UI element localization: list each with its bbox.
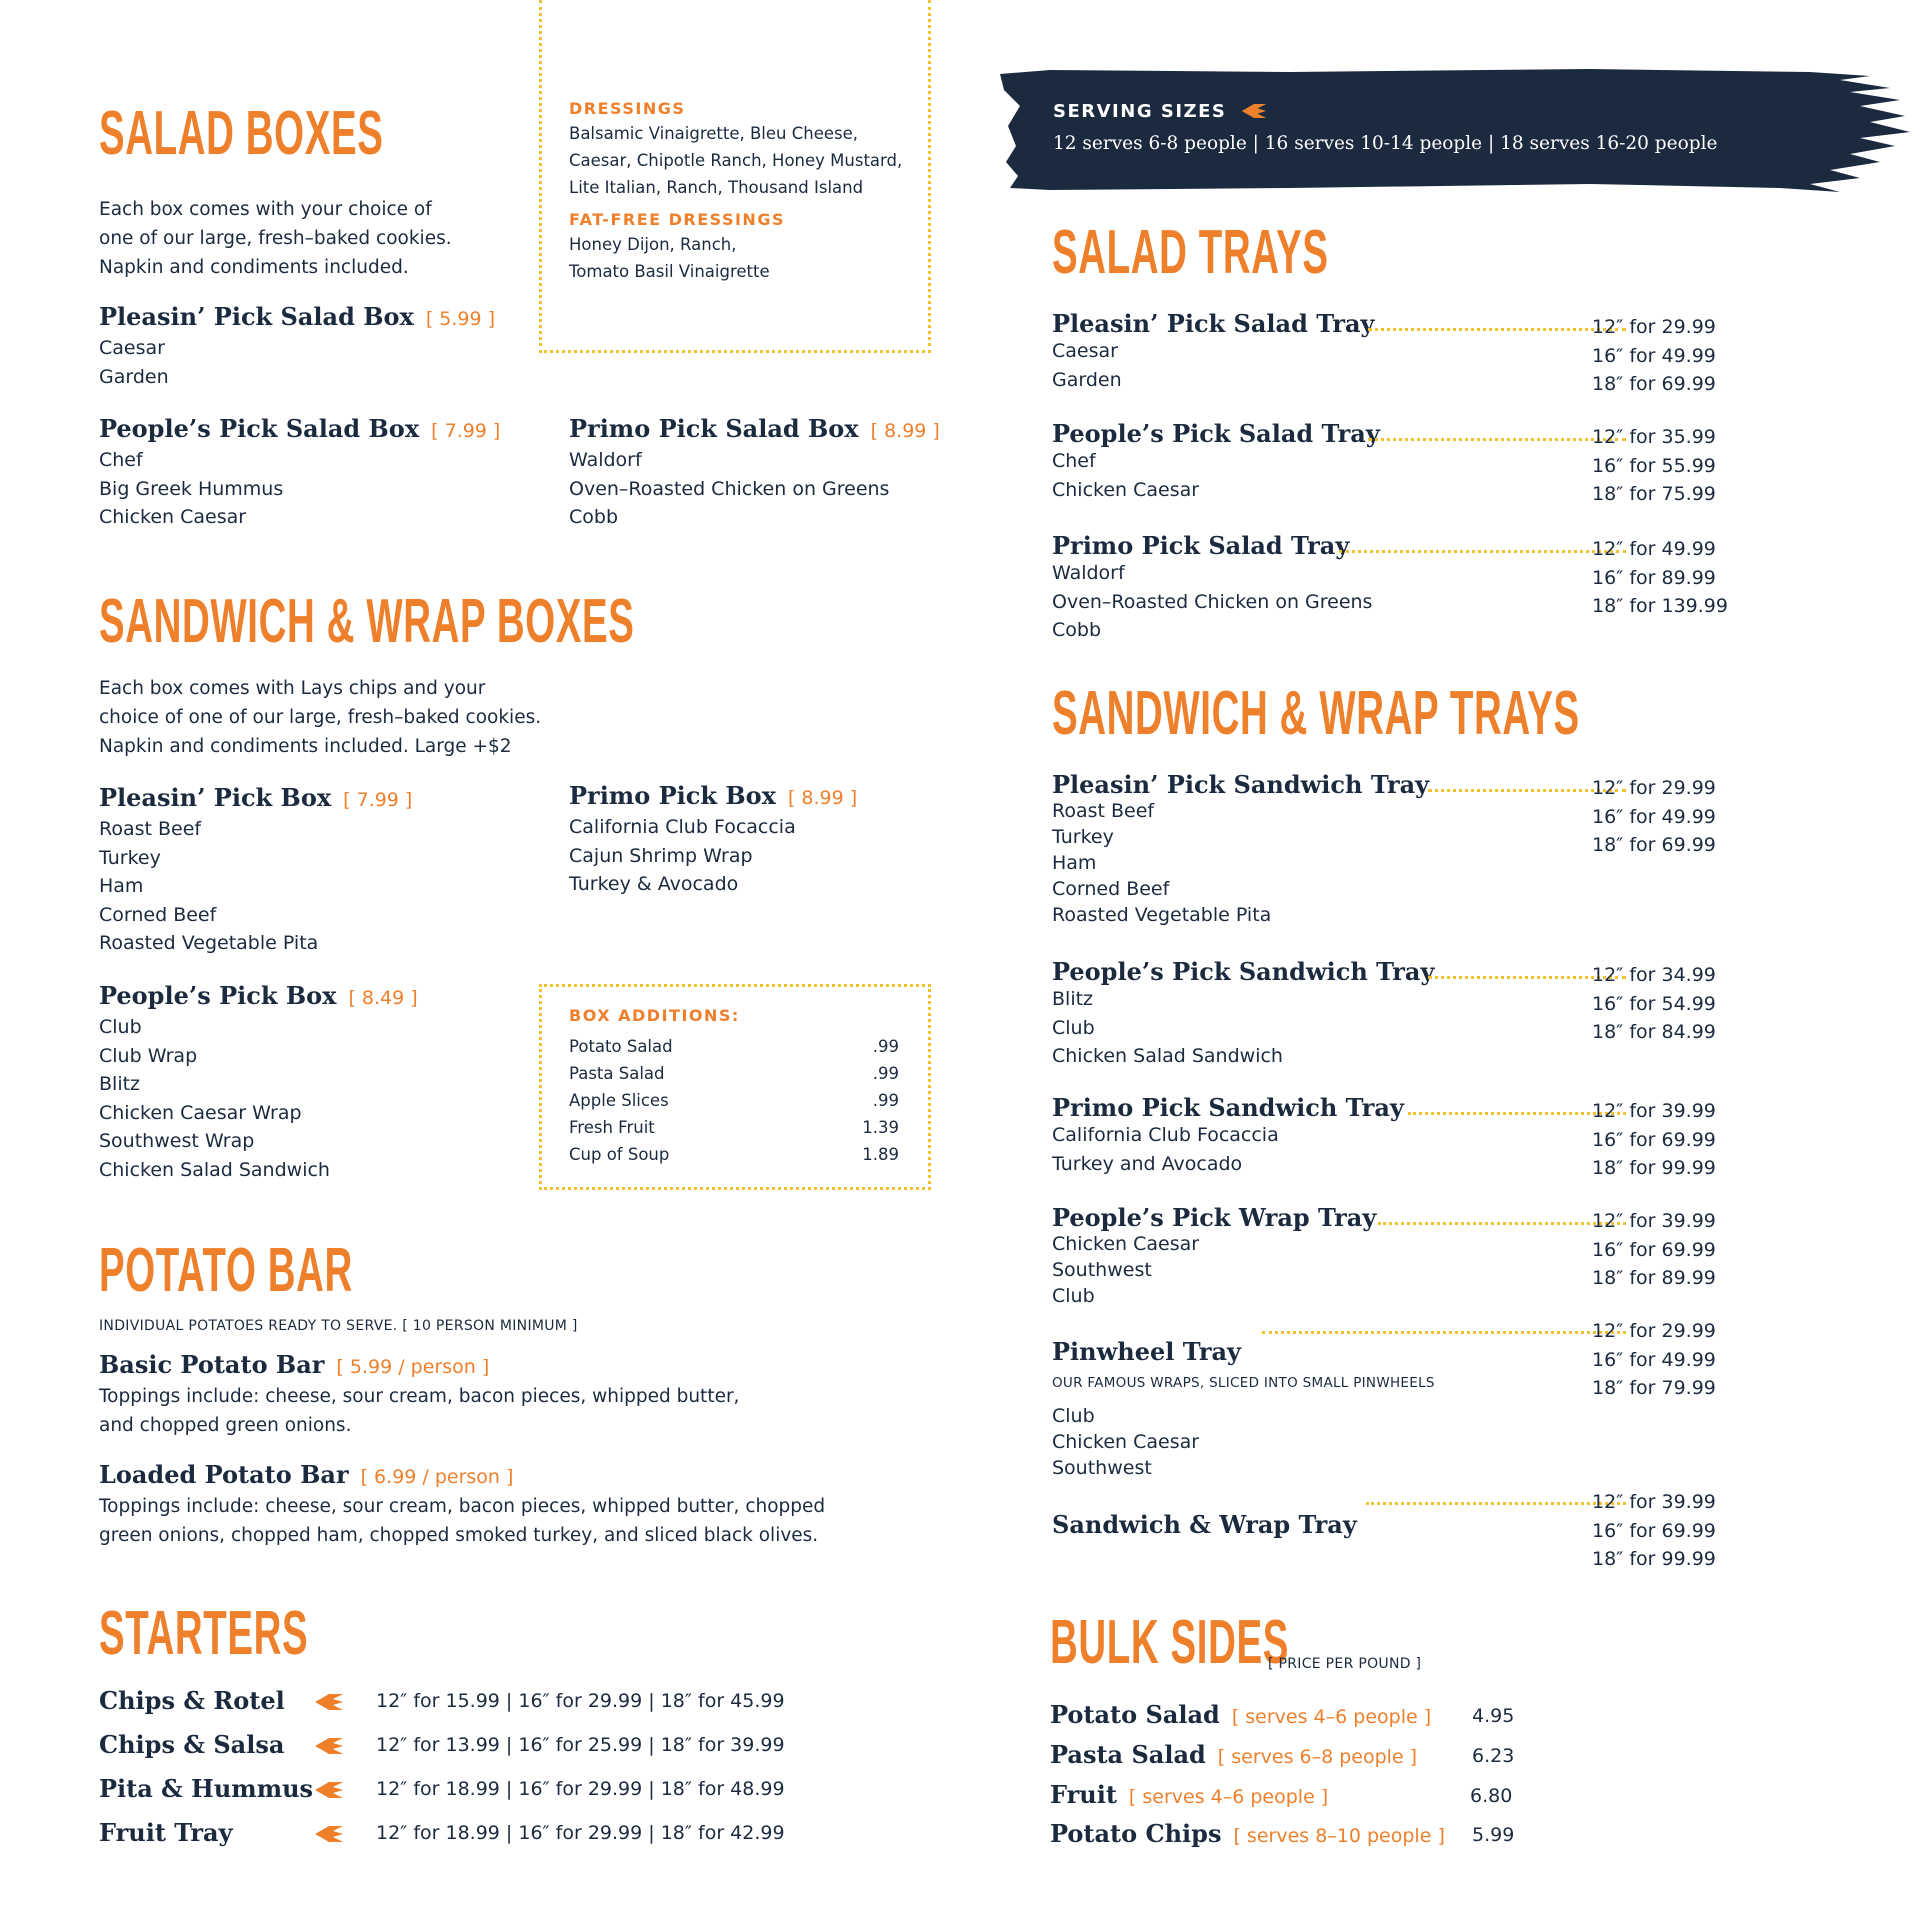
size-price: 18″ for 89.99 xyxy=(1592,1267,1716,1289)
side-serves: [ serves 6–8 people ] xyxy=(1217,1746,1418,1768)
side-price: 6.23 xyxy=(1472,1745,1515,1767)
side-price: 6.80 xyxy=(1470,1785,1513,1807)
size-price: 18″ for 99.99 xyxy=(1592,1157,1716,1179)
list-item: Cobb xyxy=(569,506,619,528)
box-additions-section xyxy=(569,1003,899,1168)
tray-name: Pleasin’ Pick Salad Tray xyxy=(1052,309,1375,338)
list-item: Oven–Roasted Chicken on Greens xyxy=(1052,590,1373,613)
list-item: Balsamic Vinaigrette, Bleu Cheese, xyxy=(569,124,859,143)
list-item: Turkey and Avocado xyxy=(1052,1152,1243,1175)
item-name: Pleasin’ Pick Salad Box xyxy=(99,302,414,331)
item-name: Primo Pick Salad Box xyxy=(569,414,859,443)
item-price: [ 6.99 / person ] xyxy=(360,1466,514,1488)
item-price: [ 8.99 ] xyxy=(870,420,940,442)
item-name: People’s Pick Box xyxy=(99,981,337,1010)
starter-prices: 12″ for 18.99 | 16″ for 29.99 | 18″ for 42.99 xyxy=(376,1822,785,1844)
side-serves: [ serves 4–6 people ] xyxy=(1231,1706,1432,1728)
list-item: Chicken Caesar xyxy=(1052,478,1200,501)
size-price: 16″ for 69.99 xyxy=(1592,1519,1716,1542)
list-item: Chef xyxy=(99,449,143,471)
pleasin-pick-salad-box xyxy=(99,302,495,391)
list-item: Roasted Vegetable Pita xyxy=(99,932,319,954)
size-price: 16″ for 49.99 xyxy=(1592,805,1716,828)
item-price: [ 5.99 / person ] xyxy=(336,1356,490,1378)
side-serves: [ serves 4–6 people ] xyxy=(1128,1786,1329,1808)
list-item: Southwest xyxy=(1052,1457,1152,1479)
potato-bar-heading: POTATO BAR xyxy=(99,1236,353,1305)
size-price: 16″ for 69.99 xyxy=(1592,1238,1716,1261)
starter-row xyxy=(99,1730,899,1760)
size-price: 16″ for 89.99 xyxy=(1592,566,1716,589)
starter-row xyxy=(99,1686,899,1716)
side-name: Potato Salad xyxy=(1050,1700,1220,1729)
list-item: Garden xyxy=(99,365,169,388)
tray-name: Pinwheel Tray xyxy=(1052,1337,1241,1366)
list-item: Chicken Caesar xyxy=(1052,1431,1200,1453)
serving-sizes-text: 12 serves 6-8 people | 16 serves 10-14 people | 18 serves 16-20 people xyxy=(1053,133,1718,154)
size-price: 16″ for 69.99 xyxy=(1592,1128,1716,1151)
starter-prices: 12″ for 18.99 | 16″ for 29.99 | 18″ for 48.99 xyxy=(376,1778,785,1800)
size-price: 12″ for 29.99 xyxy=(1592,777,1716,799)
leader-dots xyxy=(1366,1502,1626,1505)
tray-name: Sandwich & Wrap Tray xyxy=(1052,1510,1357,1539)
list-item: Caesar xyxy=(1052,340,1118,362)
list-item: Turkey xyxy=(99,846,161,869)
starter-name: Fruit Tray xyxy=(99,1818,233,1847)
table-row: Cup of Soup 1.89 xyxy=(569,1145,899,1164)
bulk-sides-heading: BULK SIDES xyxy=(1050,1608,1290,1677)
list-item: Caesar, Chipotle Ranch, Honey Mustard, xyxy=(569,151,903,170)
list-item: Ham xyxy=(1052,852,1097,874)
salad-boxes-heading: SALAD BOXES xyxy=(99,99,384,168)
list-item: Club xyxy=(1052,1285,1095,1307)
primo-pick-salad-box xyxy=(569,414,940,532)
starter-prices: 12″ for 13.99 | 16″ for 25.99 | 18″ for 39.99 xyxy=(376,1734,785,1756)
fat-free-dressings-heading: FAT-FREE DRESSINGS xyxy=(569,210,785,229)
salad-boxes-intro: Each box comes with your choice of one of our large, fresh–baked cookies. Napkin and condiments included. xyxy=(99,199,452,278)
item-name: People’s Pick Salad Box xyxy=(99,414,420,443)
starter-name: Chips & Rotel xyxy=(99,1686,285,1715)
list-item: Club Wrap xyxy=(99,1044,198,1067)
tray-name: Primo Pick Salad Tray xyxy=(1052,531,1350,560)
size-price: 12″ for 39.99 xyxy=(1592,1100,1716,1122)
list-item: Garden xyxy=(1052,368,1122,391)
size-price: 16″ for 49.99 xyxy=(1592,344,1716,367)
size-price: 18″ for 139.99 xyxy=(1592,595,1728,617)
box-additions-heading: BOX ADDITIONS: xyxy=(569,1006,740,1025)
dressings-heading: DRESSINGS xyxy=(569,99,686,118)
bulk-sides-note: [ PRICE PER POUND ] xyxy=(1268,1656,1422,1672)
primo-pick-box xyxy=(569,781,857,899)
list-item: Chicken Salad Sandwich xyxy=(1052,1045,1283,1067)
list-item: Honey Dijon, Ranch, xyxy=(569,235,737,254)
list-item: Chicken Caesar xyxy=(1052,1233,1200,1255)
list-item: Chicken Caesar Wrap xyxy=(99,1101,302,1124)
size-price: 12″ for 39.99 xyxy=(1592,1210,1716,1232)
list-item: Chef xyxy=(1052,450,1096,472)
size-price: 18″ for 99.99 xyxy=(1592,1548,1716,1570)
item-name: Pleasin’ Pick Box xyxy=(99,783,332,812)
table-row: Potato Salad .99 xyxy=(569,1037,899,1056)
basic-potato-bar: Basic Potato Bar [ 5.99 / person ] Toppings include: cheese, sour cream, bacon pieces, whipped butter, and chopped green onions. xyxy=(99,1350,740,1436)
dressings-section xyxy=(569,98,902,285)
list-item: Club xyxy=(1052,1016,1095,1039)
item-price: [ 7.99 ] xyxy=(343,789,413,811)
item-name: Basic Potato Bar xyxy=(99,1350,325,1379)
size-price: 12″ for 35.99 xyxy=(1592,426,1716,448)
list-item: Roast Beef xyxy=(1052,800,1155,822)
item-price: [ 7.99 ] xyxy=(431,420,501,442)
list-item: Cajun Shrimp Wrap xyxy=(569,844,753,867)
list-item: Waldorf xyxy=(1052,562,1125,584)
size-price: 18″ for 69.99 xyxy=(1592,373,1716,395)
size-price: 16″ for 54.99 xyxy=(1592,992,1716,1015)
list-item: Corned Beef xyxy=(1052,878,1170,900)
size-price: 12″ for 49.99 xyxy=(1592,538,1716,560)
table-row: Pasta Salad .99 xyxy=(569,1064,899,1083)
list-item: Club xyxy=(1052,1405,1095,1427)
starter-row xyxy=(99,1774,899,1804)
list-item: Ham xyxy=(99,875,144,897)
size-price: 12″ for 29.99 xyxy=(1592,1320,1716,1342)
side-name: Fruit xyxy=(1050,1780,1117,1809)
size-price: 18″ for 84.99 xyxy=(1592,1021,1716,1043)
pleasin-pick-box xyxy=(99,783,412,958)
item-price: [ 5.99 ] xyxy=(425,308,496,330)
item-price: [ 8.99 ] xyxy=(787,787,858,809)
potato-bar-note: INDIVIDUAL POTATOES READY TO SERVE. [ 10 PERSON MINIMUM ] xyxy=(99,1318,578,1334)
leader-dots xyxy=(1368,438,1626,441)
size-price: 18″ for 75.99 xyxy=(1592,483,1716,505)
table-row: Apple Slices .99 xyxy=(569,1091,899,1110)
list-item: Roast Beef xyxy=(99,818,202,840)
salad-trays-heading: SALAD TRAYS xyxy=(1052,218,1329,287)
tray-name: People’s Pick Salad Tray xyxy=(1052,419,1380,448)
sandwich-trays-heading: SANDWICH & WRAP TRAYS xyxy=(1052,679,1580,748)
arrow-icon xyxy=(315,1694,343,1710)
starter-name: Chips & Salsa xyxy=(99,1730,285,1759)
list-item: Southwest Wrap xyxy=(99,1130,255,1152)
list-item: Waldorf xyxy=(569,449,642,471)
list-item: Lite Italian, Ranch, Thousand Island xyxy=(569,178,864,197)
list-item: California Club Focaccia xyxy=(1052,1124,1279,1146)
starters-heading: STARTERS xyxy=(99,1599,309,1668)
item-name: Loaded Potato Bar xyxy=(99,1460,349,1489)
leader-dots xyxy=(1368,328,1626,331)
size-price: 12″ for 29.99 xyxy=(1592,316,1716,338)
serving-sizes-label: SERVING SIZES xyxy=(1053,100,1268,124)
side-price: 4.95 xyxy=(1472,1705,1515,1727)
bulk-side-row xyxy=(1050,1819,1520,1851)
tray-name: Primo Pick Sandwich Tray xyxy=(1052,1093,1404,1122)
size-price: 16″ for 49.99 xyxy=(1592,1348,1716,1371)
pinwheel-note: OUR FAMOUS WRAPS, SLICED INTO SMALL PINWHEELS xyxy=(1052,1375,1435,1391)
side-price: 5.99 xyxy=(1472,1824,1515,1846)
leader-dots xyxy=(1339,550,1626,553)
arrow-icon xyxy=(315,1782,343,1798)
peoples-pick-box xyxy=(99,981,418,1184)
sandwich-boxes-intro: Each box comes with Lays chips and your choice of one of our large, fresh–baked cookies. Napkin and condiments included. Large +$2 xyxy=(99,678,542,757)
list-item: Blitz xyxy=(99,1073,141,1095)
size-price: 12″ for 34.99 xyxy=(1592,964,1716,986)
tray-name: People’s Pick Wrap Tray xyxy=(1052,1203,1377,1232)
item-name: Primo Pick Box xyxy=(569,781,776,810)
side-name: Potato Chips xyxy=(1050,1819,1222,1848)
leader-dots xyxy=(1378,1222,1626,1225)
bulk-side-row xyxy=(1050,1740,1520,1772)
list-item: Club xyxy=(99,1016,142,1038)
leader-dots xyxy=(1262,1331,1626,1334)
bulk-side-row xyxy=(1050,1780,1520,1812)
list-item: California Club Focaccia xyxy=(569,816,796,838)
list-item: Caesar xyxy=(99,337,165,359)
table-row: Fresh Fruit 1.39 xyxy=(569,1118,899,1137)
list-item: Chicken Caesar xyxy=(99,506,247,528)
size-price: 18″ for 79.99 xyxy=(1592,1377,1716,1399)
list-item: Turkey xyxy=(1052,826,1114,848)
list-item: Tomato Basil Vinaigrette xyxy=(569,262,770,281)
list-item: Oven–Roasted Chicken on Greens xyxy=(569,477,890,500)
starter-row xyxy=(99,1818,899,1848)
item-price: [ 8.49 ] xyxy=(348,987,418,1009)
list-item: Chicken Salad Sandwich xyxy=(99,1158,330,1181)
sandwich-boxes-heading: SANDWICH & WRAP BOXES xyxy=(99,587,635,656)
side-serves: [ serves 8–10 people ] xyxy=(1233,1825,1445,1847)
list-item: Southwest xyxy=(1052,1259,1152,1281)
list-item: Cobb xyxy=(1052,619,1102,641)
peoples-pick-salad-box xyxy=(99,414,500,532)
list-item: Turkey & Avocado xyxy=(569,873,739,895)
list-item: Blitz xyxy=(1052,988,1094,1010)
loaded-potato-bar: Loaded Potato Bar [ 6.99 / person ] Toppings include: cheese, sour cream, bacon pieces, whipped butter, chopped green onions, chopped ham, chopped smoked turkey, and sliced black olives. xyxy=(99,1460,826,1546)
arrow-icon xyxy=(1240,104,1268,118)
starter-prices: 12″ for 15.99 | 16″ for 29.99 | 18″ for 45.99 xyxy=(376,1690,785,1712)
tray-name: People’s Pick Sandwich Tray xyxy=(1052,957,1435,986)
list-item: Big Greek Hummus xyxy=(99,477,284,500)
size-price: 12″ for 39.99 xyxy=(1592,1491,1716,1513)
tray-name: Pleasin’ Pick Sandwich Tray xyxy=(1052,770,1430,799)
arrow-icon xyxy=(315,1826,343,1842)
size-price: 16″ for 55.99 xyxy=(1592,454,1716,477)
list-item: Roasted Vegetable Pita xyxy=(1052,904,1272,926)
list-item: Corned Beef xyxy=(99,903,217,926)
arrow-icon xyxy=(315,1738,343,1754)
side-name: Pasta Salad xyxy=(1050,1740,1206,1769)
bulk-side-row xyxy=(1050,1700,1520,1732)
size-price: 18″ for 69.99 xyxy=(1592,834,1716,856)
starter-name: Pita & Hummus xyxy=(99,1774,314,1803)
